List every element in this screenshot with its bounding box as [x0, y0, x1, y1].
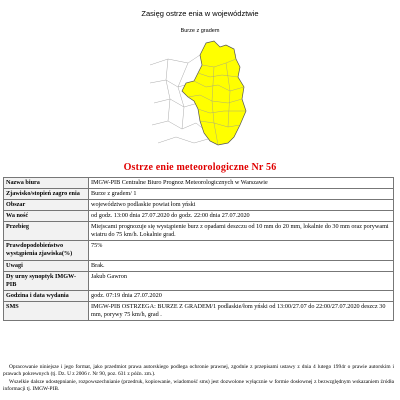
map-caption: Zasięg ostrze enia w województwie: [141, 9, 259, 18]
row-key: Zjawisko/stopień zagro enia: [4, 189, 89, 200]
map-legend-title: Burze z gradem: [180, 28, 220, 34]
table-row: [4, 290, 394, 301]
warning-title: Ostrze enie meteorologiczne Nr 56: [123, 162, 277, 173]
table-row: [4, 189, 394, 200]
footer-paragraph-2: Wszelkie dalsze udostępnianie, rozpowszechnianie (przedruk, kopiowanie, wiadomość sms) jest dozwolone wyłącznie w formie dosłownej z bezwzględnym wskazaniem źródła informacji tj. IMGW-PIB.: [3, 378, 394, 392]
row-value: godz. 07:19 dnia 27.07.2020: [89, 290, 394, 301]
warning-details-table: [3, 177, 394, 321]
row-key: Uwagi: [4, 260, 89, 271]
row-value: Miejscami prognozuje się wystąpienie burz z opadami deszczu od 10 mm do 20 mm, lokalnie do 30 mm oraz porywami wiatru do 75 km/h. Lokalnie grad.: [89, 222, 394, 241]
row-key: Przebieg: [4, 222, 89, 241]
warning-map: [148, 25, 252, 160]
row-key: Obszar: [4, 200, 89, 211]
row-value: 75%: [89, 241, 394, 260]
row-value: Burze z gradem/ 1: [89, 189, 394, 200]
row-value: Jakub Gawron: [89, 271, 394, 290]
row-value: IMGW-PIB OSTRZEGA: BURZE Z GRADEM/1 podlaskie/łom yński od 13:00/27.07 do 22:00/27.07.2020 deszcz 30 mm, porywy 75 km/h, grad .: [89, 301, 394, 320]
table-row: [4, 222, 394, 241]
row-value: województwo podlaskie powiat łom yński: [89, 200, 394, 211]
row-value: od godz. 13:00 dnia 27.07.2020 do godz. 22:00 dnia 27.07.2020: [89, 211, 394, 222]
table-row: [4, 241, 394, 260]
footer-paragraph-1: Opracowanie niniejsze i jego format, jako przedmiot prawa autorskiego podlega ochronie prawnej, zgodnie z przepisami ustawy z dnia 4 lutego 1994r o prawie autorskim i prawach pokrewnych (tj. Dz. U z 2006 r. Nr 90, poz. 631 z późn. zm.).: [3, 364, 394, 378]
table-row: [4, 211, 394, 222]
row-value: Brak.: [89, 260, 394, 271]
row-key: Dy urny synoptyk IMGW-PIB: [4, 271, 89, 290]
row-key: Prawdopodobieństwo wystąpienia zjawiska(%): [4, 241, 89, 260]
row-key: Godzina i data wydania: [4, 290, 89, 301]
voivodeship-map-svg: [148, 25, 252, 160]
podlaskie-region: [182, 41, 246, 145]
table-row: [4, 301, 394, 320]
table-row: [4, 178, 394, 189]
row-key: SMS: [4, 301, 89, 320]
row-key: Wa ność: [4, 211, 89, 222]
row-value: IMGW-PIB Centralne Biuro Prognoz Meteorologicznych w Warszawie: [89, 178, 394, 189]
row-key: Nazwa biura: [4, 178, 89, 189]
table-row: [4, 271, 394, 290]
table-row: [4, 260, 394, 271]
table-row: [4, 200, 394, 211]
copyright-footer: [3, 364, 394, 393]
